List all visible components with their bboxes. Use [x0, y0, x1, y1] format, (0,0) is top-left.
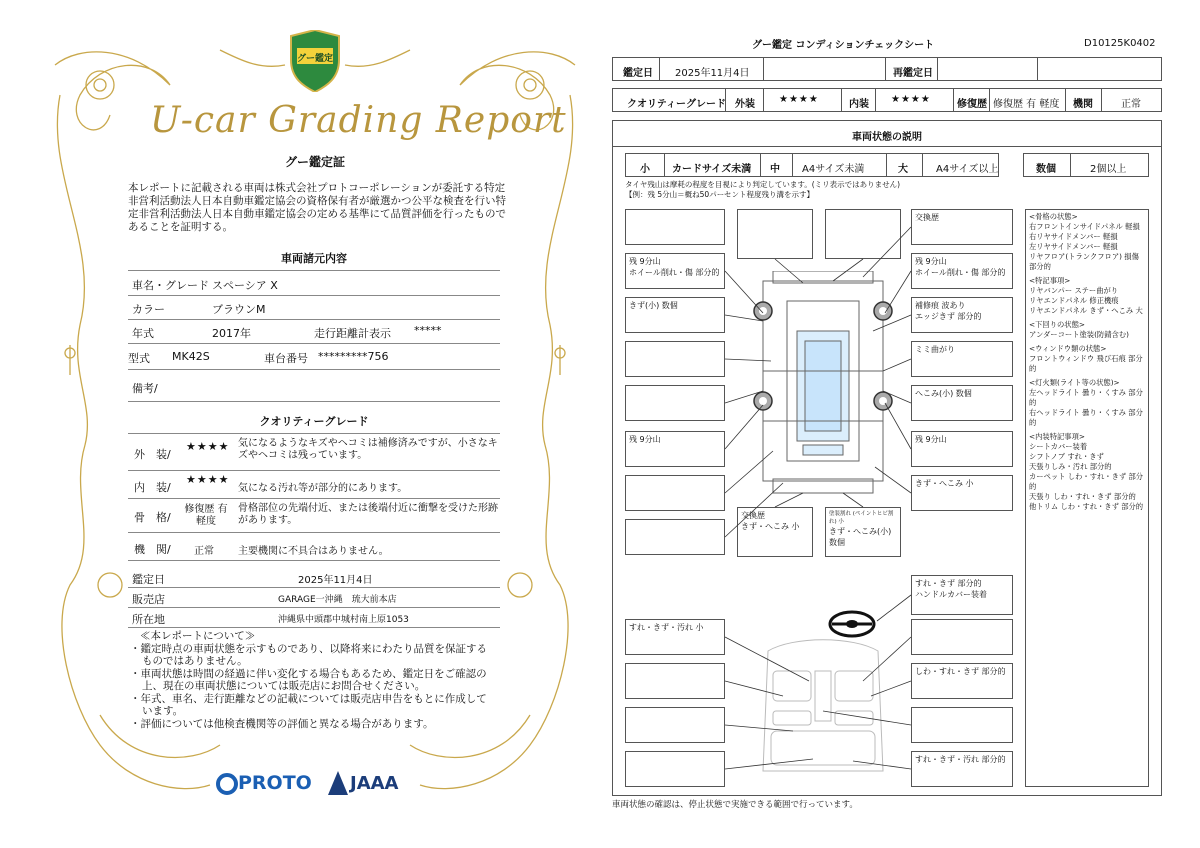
divider	[841, 89, 842, 111]
spec-value: *********756	[318, 350, 389, 363]
divider	[1065, 89, 1066, 111]
quality-grade: 正常	[194, 546, 214, 557]
legend-large: 大	[898, 164, 908, 175]
divider	[659, 58, 660, 80]
quality-grade: ★★★★	[186, 473, 230, 486]
side-note-line: 他トリム しわ・すれ・きず 部分的	[1029, 502, 1144, 511]
condition-box-steering: すれ・きず 部分的 ハンドルカバー装着	[911, 575, 1013, 615]
vehicle-condition-box	[612, 120, 1162, 796]
side-note-line: <ウィンドウ類の状態>	[1029, 344, 1107, 353]
spec-label: 走行距離計表示	[314, 327, 391, 340]
side-note-line: リヤエンドパネル きず・へこみ 大	[1029, 306, 1143, 315]
note-item: ・車両状態は時間の経過に伴い変化する場合もあるため、鑑定日をご確認の上、現在の車両状態については販売店にお問合せください。	[130, 667, 487, 692]
side-note-line: 天張りしみ・汚れ 部分的	[1029, 462, 1112, 471]
side-note-line: <下回りの状態>	[1029, 320, 1086, 329]
address-label: 所在地	[132, 613, 165, 626]
spec-label: 備考/	[132, 382, 158, 395]
quality-row-interior	[128, 471, 500, 499]
legend-count: 数個	[1036, 164, 1056, 175]
jaaa-logo-text: JAAA	[350, 773, 399, 794]
condition-box-r5: へこみ(小) 数個	[911, 385, 1013, 421]
appraisal-date-label: 鑑定日	[132, 573, 165, 586]
legend-large-desc: A4サイズ以上	[936, 164, 999, 175]
quality-label: 外 装/	[134, 448, 171, 461]
condition-box-b1: 交換歴 きず・へこみ 小	[737, 507, 813, 557]
divider	[725, 89, 726, 111]
reappraisal-label: 再鑑定日	[893, 68, 933, 79]
side-note-line: リヤフロア(トランクフロア) 損傷部分的	[1029, 252, 1139, 271]
quality-row-exterior	[128, 435, 500, 471]
jaaa-logo-icon	[328, 771, 348, 795]
spec-label: 年式	[132, 327, 154, 340]
side-note-line: 右リヤサイドメンバー 軽損	[1029, 232, 1118, 241]
condition-box-r4: ミミ曲がり	[911, 341, 1013, 377]
engine-label: 機関	[1073, 99, 1093, 110]
spec-row-color	[128, 296, 500, 320]
condition-box-l6: 残 9分山	[625, 431, 725, 467]
note-item: ・鑑定時点の車両状態を示すものであり、以降将来にわたり品質を保証するものではありません。	[130, 642, 487, 667]
appraisal-date-value: 2025年11月4日	[298, 575, 373, 586]
ext-label: 外装	[735, 99, 755, 110]
address-value: 沖縄県中頭郡中城村南上原1053	[278, 615, 409, 625]
spec-value: MK42S	[172, 350, 210, 363]
condition-box-r3: 補修痕 波あり エッジきず 部分的	[911, 297, 1013, 333]
quality-label: 内 装/	[134, 481, 171, 494]
divider	[1037, 58, 1038, 80]
quality-label: 骨 格/	[134, 511, 171, 524]
spec-row-year	[128, 320, 500, 344]
notes-heading: ≪本レポートについて≫	[140, 630, 256, 642]
quality-heading: クオリティーグレード	[259, 415, 369, 428]
condition-box-r1: 交換歴	[911, 209, 1013, 245]
spec-row-name	[128, 272, 500, 296]
sheet-id: D10125K0402	[1084, 38, 1156, 49]
cert-body: 本レポートに記載される車両は株式会社プロトコーポレーションが委託する特定非営利活動法人日本自動車鑑定協会の資格保有者が厳選かつ公平な検査を行い特定非営利活動法人日本自動車鑑定協会の定める基準にて品質評価を行ったものであることを証明する。	[128, 182, 506, 233]
box-small-note: 塗装割れ (ペイントヒビ割れ) 小	[829, 511, 894, 525]
side-note-line: 右ヘッドライト 曇り・くすみ 部分的	[1029, 408, 1143, 427]
report-notes	[130, 630, 490, 730]
side-note-line: フロントウィンドウ 飛び石痕 部分的	[1029, 354, 1143, 373]
side-note-line: <特記事項>	[1029, 276, 1071, 285]
report-title: U-car Grading Report	[150, 100, 567, 141]
side-notes	[1025, 209, 1149, 787]
divider	[875, 89, 876, 111]
dealer-row	[128, 588, 500, 608]
condition-box-l2: 残 9分山 ホイール削れ・傷 部分的	[625, 253, 725, 289]
emblem-label: グー鑑定	[296, 54, 333, 64]
tire-note-1: タイヤ残山は摩耗の程度を目視により判定しています。(ミリ表示ではありません)	[625, 180, 901, 189]
side-note-line: <内装特記事項>	[1029, 432, 1086, 441]
divider	[1101, 89, 1102, 111]
note-item: ・年式、車名、走行距離などの記載については販売店申告をもとに作成しています。	[130, 692, 487, 717]
divider	[128, 270, 500, 271]
side-note-line: リヤエンドパネル 修正機痕	[1029, 296, 1119, 305]
specs-heading: 車両諸元内容	[281, 252, 347, 265]
condition-box-int-l1: すれ・きず・汚れ 小	[625, 619, 725, 655]
sheet-footer: 車両状態の確認は、停止状態で実施できる範囲で行っています。	[612, 800, 858, 810]
side-note-line: リヤバンパー ステー曲がり	[1029, 286, 1119, 295]
engine-value: 正常	[1121, 99, 1141, 110]
note-item: ・評価については他検査機関等の評価と異なる場合があります。	[130, 717, 434, 730]
quality-label: 機 関/	[134, 543, 171, 556]
quality-grade: ★★★★	[186, 440, 230, 453]
date-label: 鑑定日	[623, 68, 653, 79]
legend-small-desc: カードサイズ未満	[672, 164, 752, 175]
side-note-line: カーペット しわ・すれ・きず 部分的	[1029, 472, 1144, 491]
spec-row-remarks	[128, 370, 500, 402]
dealer-value: GARAGE一沖縄 琉大前本店	[278, 595, 397, 605]
quality-desc: 気になる汚れ等が部分的にあります。	[238, 483, 408, 494]
side-note-line: アンダーコート塗装(防錆含む)	[1029, 330, 1129, 339]
side-note-line: シフトノブ すれ・きず	[1029, 452, 1104, 461]
quality-grade: 修復歴 有 軽度	[184, 504, 228, 527]
condition-box-l3: きず(小) 数個	[625, 297, 725, 333]
box-note: きず・へこみ(小) 数個	[829, 527, 892, 547]
ext-value: ★★★★	[779, 94, 819, 105]
spec-value: ブラウンM	[212, 303, 266, 316]
divider	[763, 58, 764, 80]
condition-box-r7: きず・へこみ 小	[911, 475, 1013, 511]
repair-label: 修復歴	[957, 99, 987, 110]
legend-mid: 中	[770, 164, 780, 175]
spec-label: 車台番号	[264, 352, 308, 365]
condition-box-int-r2: しわ・すれ・きず 部分的	[911, 663, 1013, 699]
cert-heading: グー鑑定証	[284, 155, 345, 169]
grade-row	[612, 88, 1162, 112]
grading-report-panel	[40, 25, 590, 825]
repair-value: 修復歴 有 軽度	[993, 99, 1060, 110]
legend-mid-desc: A4サイズ未満	[802, 164, 865, 175]
proto-logo-icon	[216, 773, 238, 795]
condition-box-int-r4: すれ・きず・汚れ 部分的	[911, 751, 1013, 787]
condition-check-sheet	[612, 30, 1164, 810]
quality-row-engine	[128, 533, 500, 561]
side-notes-list	[1029, 212, 1145, 512]
divider	[128, 433, 500, 434]
condition-box-r2: 残 9分山 ホイール削れ・傷 部分的	[911, 253, 1013, 289]
divider	[763, 89, 764, 111]
condition-box-r6: 残 9分山	[911, 431, 1013, 467]
quality-row-frame	[128, 499, 500, 533]
divider	[937, 58, 938, 80]
spec-value: *****	[414, 324, 442, 337]
int-label: 内装	[849, 99, 869, 110]
side-note-line: <骨格の状態>	[1029, 212, 1078, 221]
side-note-line: シートカバー装着	[1029, 442, 1088, 451]
int-value: ★★★★	[891, 94, 931, 105]
tire-note-2: 【例：残 5分山＝概ね50パーセント程度残り溝を示す】	[625, 190, 815, 199]
side-note-line: 天張り しわ・すれ・きず 部分的	[1029, 492, 1136, 501]
spec-value: スペーシア X	[212, 279, 278, 292]
spec-label: 型式	[128, 352, 150, 365]
side-note-line: 左ヘッドライト 曇り・くすみ 部分的	[1029, 388, 1143, 407]
spec-label: 車名・グレード	[132, 279, 209, 292]
desc-heading: 車両状態の説明	[852, 132, 922, 143]
side-note-line: 左リヤサイドメンバー 軽損	[1029, 242, 1118, 251]
appraisal-date-row	[128, 566, 500, 588]
spec-value: 2017年	[212, 327, 251, 340]
side-note-line: <灯火類(ライト等の状態)>	[1029, 378, 1120, 387]
dealer-label: 販売店	[132, 593, 165, 606]
legend-count-desc: 2個以上	[1090, 164, 1127, 175]
quality-desc: 気になるようなキズやヘコミは補修済みですが、小さなキズやヘコミは残っています。	[238, 438, 498, 461]
address-row	[128, 608, 500, 628]
divider	[989, 89, 990, 111]
divider	[953, 89, 954, 111]
spec-row-model	[128, 344, 500, 370]
sheet-title: グー鑑定 コンディションチェックシート	[752, 40, 935, 51]
spec-label: カラー	[132, 303, 165, 316]
side-note-line: 右フロントインサイドパネル 軽損	[1029, 222, 1140, 231]
quality-desc: 主要機関に不具合はありません。	[238, 546, 389, 557]
quality-label: クオリティーグレード	[627, 99, 726, 110]
date-value: 2025年11月4日	[675, 68, 750, 79]
legend-small: 小	[640, 164, 650, 175]
divider	[885, 58, 886, 80]
date-row	[612, 57, 1162, 81]
quality-desc: 骨格部位の先端付近、または後端付近に衝撃を受けた形跡があります。	[238, 503, 498, 526]
proto-logo-text: PROTO	[238, 772, 312, 794]
